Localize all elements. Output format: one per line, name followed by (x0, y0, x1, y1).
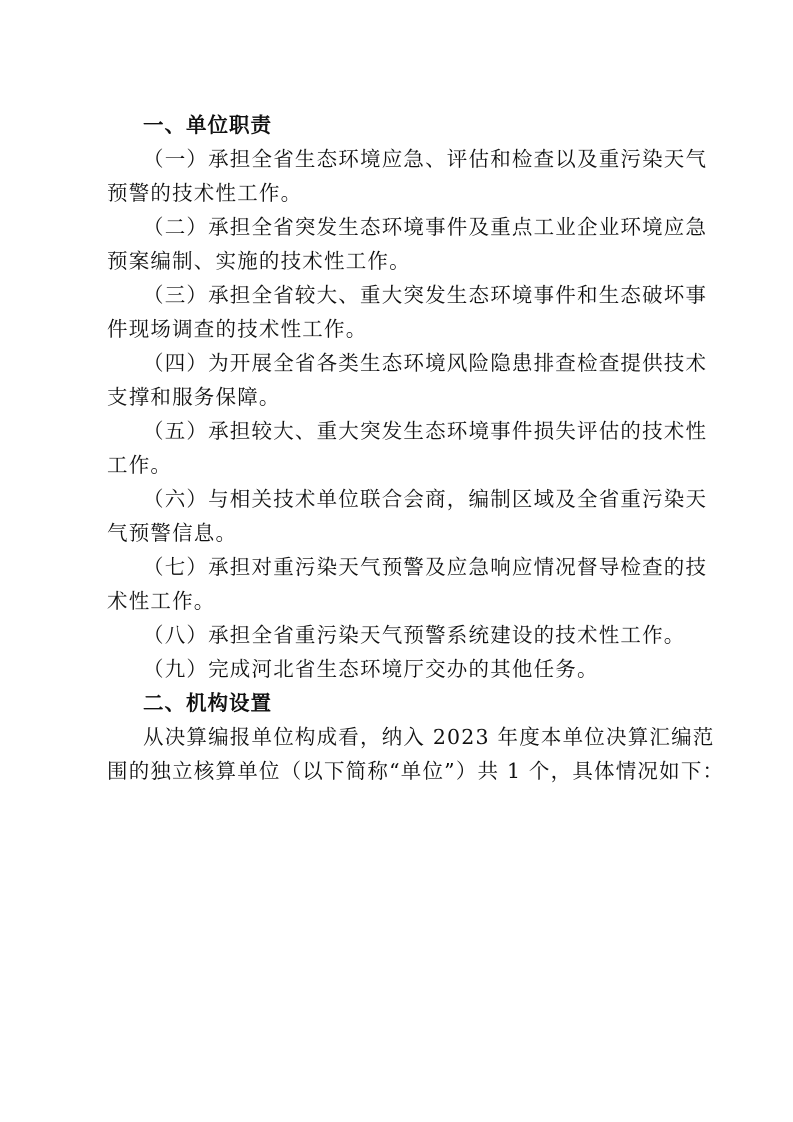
duty-item-6-line-2: 气预警信息。 (107, 521, 238, 545)
section-heading-unit-duties: 一、单位职责 (143, 113, 272, 137)
duty-item-7-line-1: （七）承担对重污染天气预警及应急响应情况督导检查的技 (143, 555, 708, 579)
duty-item-5-line-1: （五）承担较大、重大突发生态环境事件损失评估的技术性 (143, 419, 708, 443)
duty-item-1-line-1: （一）承担全省生态环境应急、评估和检查以及重污染天气 (143, 147, 708, 171)
section-heading-organization: 二、机构设置 (143, 691, 272, 715)
duty-item-3-line-1: （三）承担全省较大、重大突发生态环境事件和生态破坏事 (143, 283, 708, 307)
duty-item-1-line-2: 预警的技术性工作。 (107, 181, 303, 205)
duty-item-2-line-2: 预案编制、实施的技术性工作。 (107, 249, 411, 273)
duty-item-2-line-1: （二）承担全省突发生态环境事件及重点工业企业环境应急 (143, 215, 708, 239)
duty-item-6-line-1: （六）与相关技术单位联合会商，编制区域及全省重污染天 (143, 487, 708, 511)
document-body (107, 108, 725, 788)
duty-item-4-line-1: （四）为开展全省各类生态环境风险隐患排查检查提供技术 (143, 351, 708, 375)
duty-item-9: （九）完成河北省生态环境厅交办的其他任务。 (143, 657, 599, 681)
duty-item-5-line-2: 工作。 (107, 453, 173, 477)
duty-item-4-line-2: 支撑和服务保障。 (107, 385, 281, 409)
duty-item-3-line-2: 件现场调查的技术性工作。 (107, 317, 368, 341)
organization-paragraph-line-2: 围的独立核算单位（以下简称“单位”）共 1 个，具体情况如下： (107, 759, 725, 783)
organization-paragraph-line-1: 从决算编报单位构成看，纳入 2023 年度本单位决算汇编范 (143, 725, 715, 749)
duty-item-8: （八）承担全省重污染天气预警系统建设的技术性工作。 (143, 623, 686, 647)
duty-item-7-line-2: 术性工作。 (107, 589, 216, 613)
